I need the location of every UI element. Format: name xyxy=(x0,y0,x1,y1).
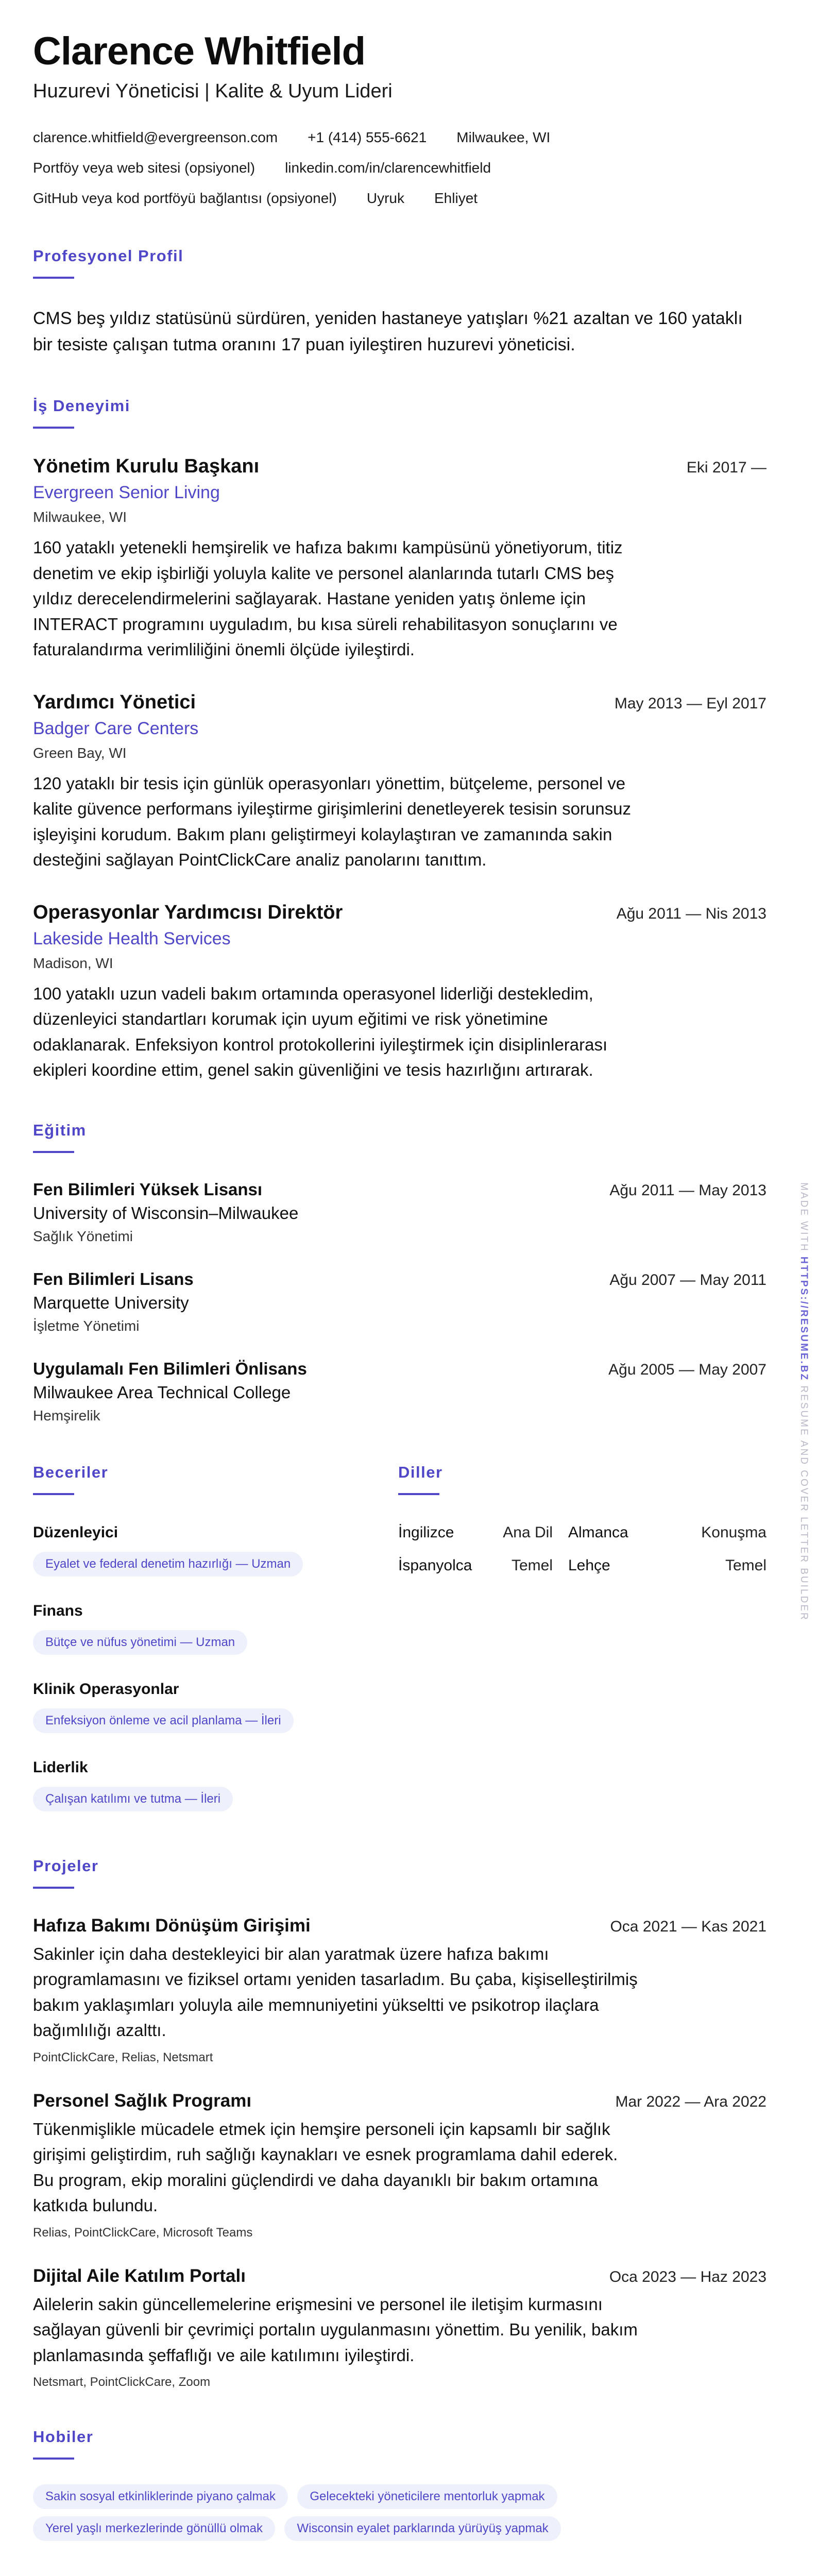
job-role: Yardımcı Yönetici xyxy=(33,691,196,713)
edu-degree: Fen Bilimleri Lisans xyxy=(33,1269,194,1289)
profile-section xyxy=(33,247,766,359)
project-date: Oca 2021 — Kas 2021 xyxy=(610,1918,766,1935)
section-divider xyxy=(33,427,74,429)
project-entry xyxy=(33,2091,766,2240)
edu-field: Sağlık Yönetimi xyxy=(33,1228,133,1244)
language-level: Temel xyxy=(725,1556,766,1574)
email-link[interactable]: clarence.whitfield@evergreenson.com xyxy=(33,129,278,146)
language-level: Ana Dil xyxy=(503,1523,553,1541)
linkedin-link[interactable]: linkedin.com/in/clarencewhitfield xyxy=(285,160,491,176)
section-divider xyxy=(33,277,74,279)
project-name: Hafıza Bakımı Dönüşüm Girişimi xyxy=(33,1915,311,1936)
language-item xyxy=(568,1557,766,1574)
language-item xyxy=(568,1524,766,1541)
section-title: Profesyonel Profil xyxy=(33,246,184,265)
skill-tag: Eyalet ve federal denetim hazırlığı — Uzman xyxy=(33,1552,303,1577)
job-role: Operasyonlar Yardımcısı Direktör xyxy=(33,901,343,923)
edu-school: University of Wisconsin–Milwaukee xyxy=(33,1203,299,1223)
job-company: Badger Care Centers xyxy=(33,718,199,738)
edu-school: Marquette University xyxy=(33,1293,189,1312)
job-entry xyxy=(33,455,766,663)
section-divider xyxy=(33,1887,74,1889)
edu-date: Ağu 2011 — May 2013 xyxy=(609,1181,766,1199)
profile-summary: CMS beş yıldız statüsünü sürdüren, yeniden hastaneye yatışları %21 azaltan ve 160 yataklı bir tesiste çalışan tutma oranını 17 puan iyileştiren huzurevi yöneticisi. xyxy=(33,308,743,355)
hobby-list xyxy=(33,2484,651,2548)
job-date: Ağu 2011 — Nis 2013 xyxy=(616,905,766,922)
project-date: Oca 2023 — Haz 2023 xyxy=(609,2268,766,2285)
job-role: Yönetim Kurulu Başkanı xyxy=(33,455,260,477)
hobby-tag: Wisconsin eyalet parklarında yürüyüş yapmak xyxy=(284,2516,560,2541)
skill-group xyxy=(33,1681,398,1740)
job-company: Lakeside Health Services xyxy=(33,928,231,948)
portfolio-link[interactable]: Portföy veya web sitesi (opsiyonel) xyxy=(33,160,255,176)
education-entry xyxy=(33,1180,766,1245)
project-name: Dijital Aile Katılım Portalı xyxy=(33,2265,246,2286)
skill-group-name: Düzenleyici xyxy=(33,1523,118,1541)
job-location: Green Bay, WI xyxy=(33,744,127,761)
contact-row xyxy=(33,127,766,147)
skill-group-name: Liderlik xyxy=(33,1758,88,1776)
skill-tag: Enfeksiyon önleme ve acil planlama — İleri xyxy=(33,1708,294,1733)
job-description: 160 yataklı yetenekli hemşirelik ve hafıza bakımı kampüsünü yönetiyorum, titiz denetim ve ekip işbirliği yoluyla kalite ve personel alanlarında tutarlı CMS beş yıldız derecelendirmelerini sağlayarak. Hastane yeniden yatış önleme için INTERACT programını uyguladım, bu kısa süreli rehabilitasyon sonuçlarını ve faturalandırma verimliliğini önemli ölçüde iyileştirdi. xyxy=(33,538,623,659)
project-date: Mar 2022 — Ara 2022 xyxy=(615,2093,766,2110)
location-text: Milwaukee, WI xyxy=(456,129,551,146)
education-section xyxy=(33,1121,766,1424)
skill-group xyxy=(33,1524,398,1584)
education-entry xyxy=(33,1269,766,1334)
job-entry xyxy=(33,902,766,1083)
language-name: Almanca xyxy=(568,1523,628,1541)
job-location: Madison, WI xyxy=(33,955,113,971)
edu-field: Hemşirelik xyxy=(33,1407,100,1423)
license-text: Ehliyet xyxy=(434,190,478,207)
language-item xyxy=(398,1557,568,1574)
edu-date: Ağu 2007 — May 2011 xyxy=(609,1271,766,1289)
made-with-link[interactable]: HTTPS://RESUME.BZ xyxy=(798,1257,809,1382)
section-divider xyxy=(398,1493,439,1495)
language-name: Lehçe xyxy=(568,1556,610,1574)
project-entry xyxy=(33,2266,766,2390)
skills-languages-row xyxy=(33,1463,766,1819)
education-entry xyxy=(33,1359,766,1424)
project-description: Ailelerin sakin güncellemelerine erişmesini ve personel ile iletişim kurmasını sağlayan güvenli bir çevrimiçi portalın uygulanmasını yönettim. Bu yenilik, bakım planlamasında şeffaflığı ve aile katılımını iyileştirdi. xyxy=(33,2294,638,2365)
job-date: May 2013 — Eyl 2017 xyxy=(614,694,766,712)
language-item xyxy=(398,1524,568,1541)
skill-tag: Bütçe ve nüfus yönetimi — Uzman xyxy=(33,1630,247,1655)
edu-date: Ağu 2005 — May 2007 xyxy=(608,1361,766,1378)
candidate-title: Huzurevi Yöneticisi | Kalite & Uyum Lideri xyxy=(33,80,393,102)
hobby-tag: Gelecekteki yöneticilere mentorluk yapmak xyxy=(297,2484,557,2509)
made-with-prefix: MADE WITH xyxy=(798,1182,809,1252)
hobbies-section xyxy=(33,2428,766,2548)
citizenship-text: Uyruk xyxy=(366,190,404,207)
job-date: Eki 2017 — xyxy=(686,459,766,476)
project-entry xyxy=(33,1916,766,2065)
experience-section xyxy=(33,397,766,1083)
section-divider xyxy=(33,1493,74,1495)
section-title: Hobiler xyxy=(33,2428,94,2446)
header xyxy=(33,30,766,209)
language-name: İspanyolca xyxy=(398,1556,472,1574)
section-title: Eğitim xyxy=(33,1121,87,1139)
project-tech: PointClickCare, Relias, Netsmart xyxy=(33,2050,213,2064)
project-description: Tükenmişlikle mücadele etmek için hemşire personeli için kapsamlı bir sağlık girişimi geliştirdim, ruh sağlığı kaynakları ve esnek programlama dahil ederek. Bu program, ekip moralini güçlendirdi ve daha dayanıklı bir bakım ortamına katkıda bulundu. xyxy=(33,2119,618,2215)
section-divider xyxy=(33,1151,74,1153)
projects-section xyxy=(33,1857,766,2390)
section-title: Diller xyxy=(398,1463,443,1481)
section-title: İş Deneyimi xyxy=(33,397,130,415)
job-entry xyxy=(33,691,766,873)
skills-section xyxy=(33,1463,398,1819)
language-name: İngilizce xyxy=(398,1523,454,1541)
project-tech: Relias, PointClickCare, Microsoft Teams xyxy=(33,2225,253,2240)
job-description: 120 yataklı bir tesis için günlük operasyonları yönettim, bütçeleme, personel ve kalite güvence performans iyileştirme girişimlerini denetleyerek tesisin sorunsuz işleyişini korudum. Bakım planı geliştirmeyi kolaylaştıran ve zamanında sakin desteğini sağlayan PointClickCare analiz panolarını tanıttım. xyxy=(33,773,631,869)
github-link[interactable]: GitHub veya kod portföyü bağlantısı (opsiyonel) xyxy=(33,190,337,207)
hobby-tag: Sakin sosyal etkinliklerinde piyano çalmak xyxy=(33,2484,288,2509)
section-divider xyxy=(33,2458,74,2460)
made-with-suffix: RESUME AND COVER LETTER BUILDER xyxy=(798,1385,809,1621)
contact-row xyxy=(33,158,766,178)
edu-degree: Fen Bilimleri Yüksek Lisansı xyxy=(33,1179,263,1199)
language-level: Temel xyxy=(511,1556,553,1574)
languages-section xyxy=(398,1463,766,1819)
edu-field: İşletme Yönetimi xyxy=(33,1317,140,1334)
project-tech: Netsmart, PointClickCare, Zoom xyxy=(33,2375,211,2389)
section-title: Beceriler xyxy=(33,1463,109,1481)
skill-group-name: Klinik Operasyonlar xyxy=(33,1680,179,1698)
job-description: 100 yataklı uzun vadeli bakım ortamında operasyonel liderliği destekledim, düzenleyici standartları korumak için uyum eğitimi ve risk yönetimine odaklanarak. Enfeksiyon kontrol protokollerini iyileştirmek için disiplinlerarası ekipleri koordine ettim, genel sakin güvenliğini ve tesis hazırlığını artırarak. xyxy=(33,984,608,1079)
job-company: Evergreen Senior Living xyxy=(33,483,220,502)
skill-group-name: Finans xyxy=(33,1602,83,1619)
made-with-label xyxy=(798,1182,809,1621)
edu-school: Milwaukee Area Technical College xyxy=(33,1382,291,1402)
language-level: Konuşma xyxy=(701,1523,766,1541)
skill-tag: Çalışan katılımı ve tutma — İleri xyxy=(33,1787,233,1811)
hobby-tag: Yerel yaşlı merkezlerinde gönüllü olmak xyxy=(33,2516,275,2541)
contact-row xyxy=(33,188,766,208)
candidate-name: Clarence Whitfield xyxy=(33,29,365,73)
language-list xyxy=(398,1524,766,1574)
project-description: Sakinler için daha destekleyici bir alan yaratmak üzere hafıza bakımı programlamasını ve fiziksel ortamı yeniden tasarladım. Bu çaba, kişiselleştirilmiş bakım yaklaşımları yoluyla aile memnuniyetini yükseltti ve psikotrop ilaçlara bağımlılığı azalttı. xyxy=(33,1944,638,2040)
edu-degree: Uygulamalı Fen Bilimleri Önlisans xyxy=(33,1359,307,1378)
project-name: Personel Sağlık Programı xyxy=(33,2090,252,2111)
skill-group xyxy=(33,1759,398,1819)
phone-link[interactable]: +1 (414) 555-6621 xyxy=(308,129,427,146)
skill-group xyxy=(33,1602,398,1662)
section-title: Projeler xyxy=(33,1856,99,1875)
job-location: Milwaukee, WI xyxy=(33,509,127,525)
